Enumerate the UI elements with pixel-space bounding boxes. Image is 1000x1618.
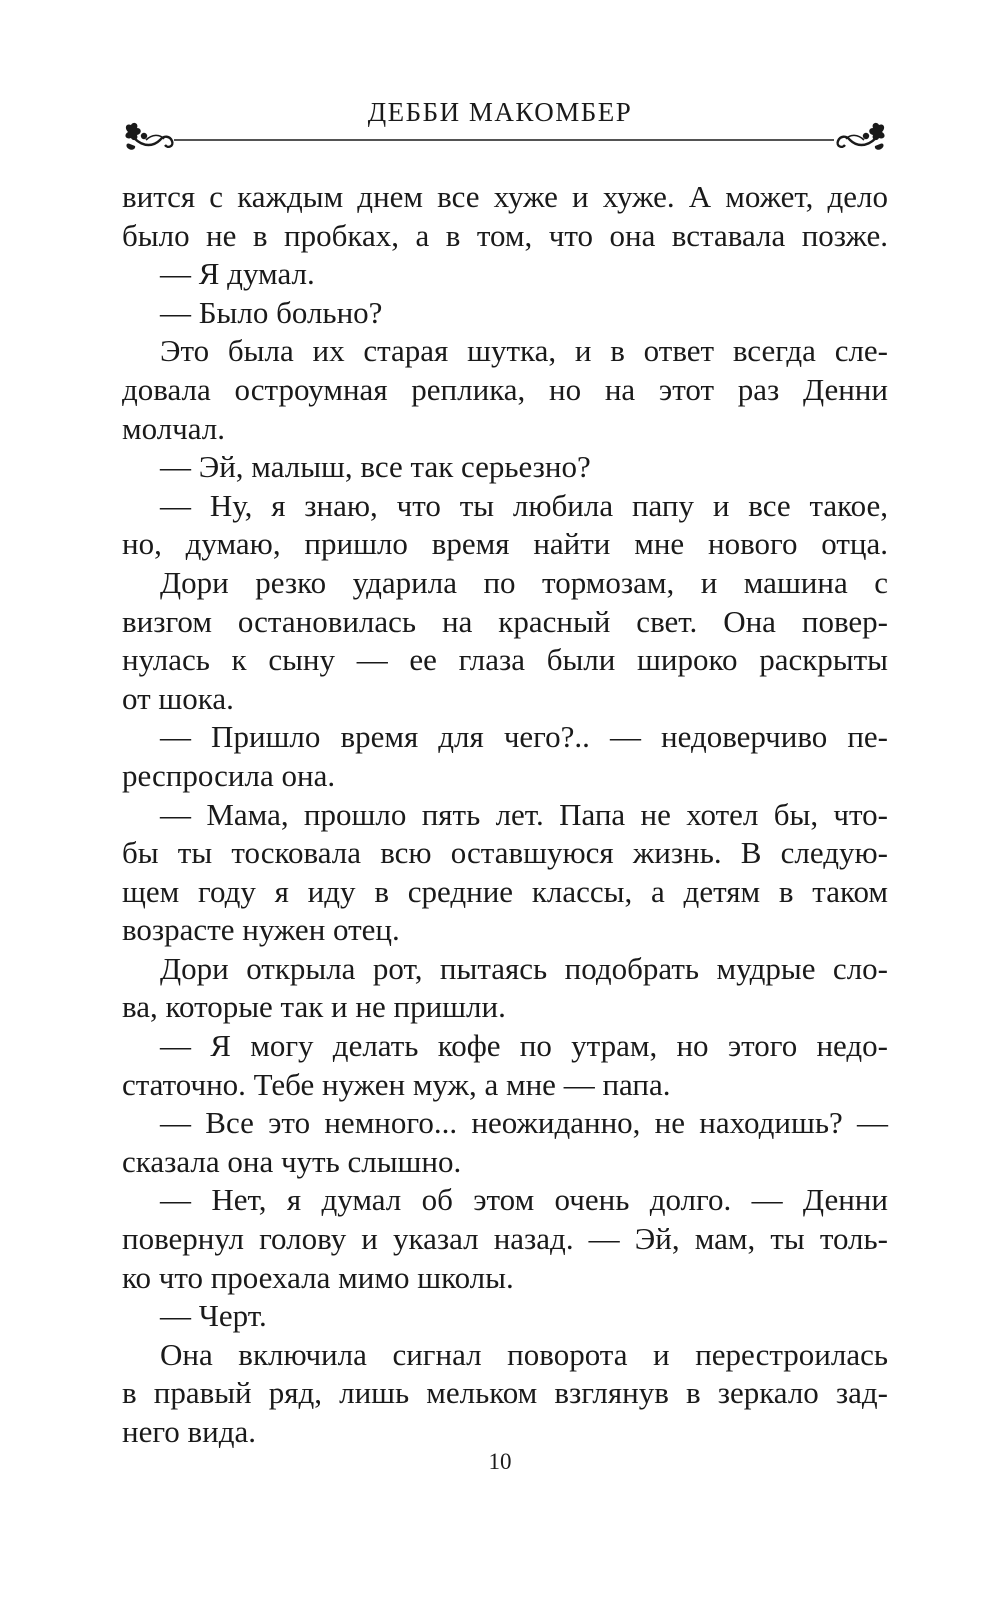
text-line: возрасте нужен отец. <box>122 912 400 948</box>
text-line: молчал. <box>122 410 226 446</box>
text-line: было не в пробках, а в том, что она вставала позже. <box>122 217 888 253</box>
text-line: — Эй, малыш, все так серьезно? <box>160 449 591 485</box>
ornament-flourish-right-icon <box>838 123 885 150</box>
text-line: Дори открыла рот, пытаясь подобрать мудрые сло- <box>160 950 888 986</box>
text-line: но, думаю, пришло время найти мне нового отца. <box>122 526 888 562</box>
text-line: сказала она чуть слышно. <box>122 1143 462 1179</box>
text-line: ко что проехала мимо школы. <box>122 1259 514 1295</box>
text-line: — Все это немного... неожиданно, не находишь? — <box>160 1105 888 1141</box>
text-line: — Мама, прошло пять лет. Папа не хотел бы, что- <box>160 796 888 832</box>
text-line: Она включила сигнал поворота и перестроилась <box>160 1336 888 1372</box>
header-ornament-rule <box>122 122 888 154</box>
text-line: вится с каждым днем все хуже и хуже. А может, дело <box>122 179 888 214</box>
text-line: повернул голову и указал назад. — Эй, мам, ты толь- <box>122 1221 888 1257</box>
text-line: респросила она. <box>122 757 336 793</box>
text-line: щем году я иду в средние классы, а детям в таком <box>122 873 888 909</box>
body-text <box>122 178 888 1452</box>
text-line: — Черт. <box>160 1298 267 1334</box>
text-line: — Было больно? <box>160 294 383 330</box>
text-line: Это была их старая шутка, и в ответ всегда сле- <box>160 333 888 369</box>
text-line: Дори резко ударила по тормозам, и машина с <box>160 564 888 600</box>
page-number: 10 <box>488 1449 512 1474</box>
text-line: ва, которые так и не пришли. <box>122 989 506 1025</box>
text-line: — Ну, я знаю, что ты любила папу и все такое, <box>160 487 888 523</box>
text-line: — Я думал. <box>160 256 315 292</box>
text-line: довала остроумная реплика, но на этот раз Денни <box>122 371 888 407</box>
text-line: статочно. Тебе нужен муж, а мне — папа. <box>122 1066 671 1102</box>
ornament-flourish-left-icon <box>125 123 172 150</box>
text-line: него вида. <box>122 1414 257 1449</box>
text-line: бы ты тосковала всю оставшуюся жизнь. В следую- <box>122 835 888 871</box>
text-line: — Нет, я думал об этом очень долго. — Денни <box>160 1182 888 1218</box>
text-line: визгом остановилась на красный свет. Она повер- <box>122 603 888 639</box>
running-head-author: ДЕББИ МАКОМБЕР <box>367 97 633 127</box>
text-line: в правый ряд, лишь мельком взглянув в зеркало зад- <box>122 1375 888 1411</box>
text-line: нулась к сыну — ее глаза были широко раскрыты <box>122 642 888 678</box>
ornament-rule-svg <box>122 122 888 154</box>
text-line: — Пришло время для чего?.. — недоверчиво пе- <box>160 719 888 755</box>
text-line: — Я могу делать кофе по утрам, но этого недо- <box>160 1028 888 1064</box>
text-line: от шока. <box>122 680 234 716</box>
